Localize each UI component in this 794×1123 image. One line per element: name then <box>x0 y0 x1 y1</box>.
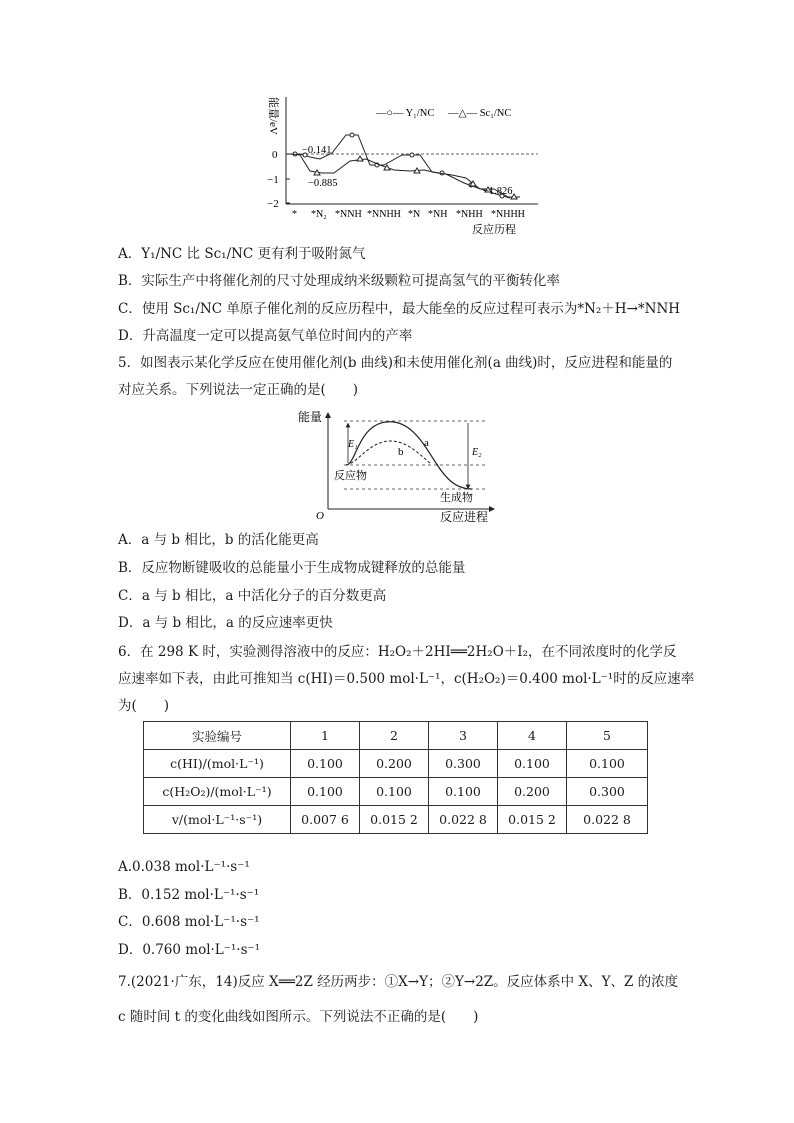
table-cell: 0.200 <box>498 778 567 806</box>
q7-stem-line1: 7.(2021·广东，14)反应 X══2Z 经历两步：①X→Y；②Y→2Z。反应体系中 X、Y、Z 的浓度 <box>118 974 679 990</box>
table-cell: 0.007 6 <box>291 806 360 834</box>
q6-option-a: A.0.038 mol·L⁻¹·s⁻¹ <box>118 859 250 875</box>
table-cell: 0.100 <box>291 750 360 778</box>
table-cell: c(H₂O₂)/(mol·L⁻¹) <box>144 778 291 806</box>
energy-profile-figure <box>262 93 542 239</box>
q4-option-c: C．使用 Sc₁/NC 单原子催化剂的反应历程中，最大能垒的反应过程可表示为*N₂＋H→*NNH <box>118 301 681 317</box>
fig1-xtick: *NH <box>428 209 448 220</box>
rate-data-table <box>143 721 648 834</box>
table-cell: 0.300 <box>567 778 648 806</box>
q6-stem-line1: 6．在 298 K 时，实验测得溶液中的反应：H₂O₂＋2HI══2H₂O＋I₂，在不同浓度时的化学反 <box>118 644 677 660</box>
q4-option-b: B．实际生产中将催化剂的尺寸处理成纳米级颗粒可提高氢气的平衡转化率 <box>118 273 560 289</box>
sc1nc-point <box>384 165 390 170</box>
fig1-annot-1826: −1.826 <box>483 186 513 197</box>
fig2-origin: O <box>316 510 324 522</box>
table-header-cell: 4 <box>498 722 567 750</box>
fig2-curve-b <box>346 441 430 465</box>
q5-option-c: C．a 与 b 相比，a 中活化分子的百分数更高 <box>118 588 387 604</box>
fig2-curve-b-label: b <box>398 446 404 458</box>
fig1-ytick-2: −2 <box>267 198 279 210</box>
table-row <box>144 750 648 778</box>
table-cell: 0.100 <box>291 778 360 806</box>
table-row <box>144 806 648 834</box>
table-cell: v/(mol·L⁻¹·s⁻¹) <box>144 806 291 834</box>
table-cell: c(HI)/(mol·L⁻¹) <box>144 750 291 778</box>
fig1-ytick-1: −1 <box>267 174 279 186</box>
fig1-xtick: * <box>292 209 297 220</box>
fig2-reactants-label: 反应物 <box>334 470 367 482</box>
fig2-products-label: 生成物 <box>440 492 473 504</box>
table-cell: 0.100 <box>498 750 567 778</box>
q6-option-b: B．0.152 mol·L⁻¹·s⁻¹ <box>118 887 260 903</box>
fig1-xtick: *N <box>408 209 421 220</box>
q5-option-b: B．反应物断键吸收的总能量小于生成物成键释放的总能量 <box>118 560 466 576</box>
table-header-row <box>144 722 648 750</box>
table-cell: 0.100 <box>429 778 498 806</box>
table-header-cell: 2 <box>360 722 429 750</box>
table-cell: 0.015 2 <box>498 806 567 834</box>
fig2-e1-label: E₁ <box>348 439 358 450</box>
fig2-curve-a-label: a <box>424 437 429 449</box>
fig2-e2-label: E₂ <box>472 447 482 458</box>
table-cell: 0.300 <box>429 750 498 778</box>
fig2-y-label: 能量 <box>298 410 323 424</box>
fig1-xtick: *N₂ <box>311 209 327 220</box>
fig2-x-label: 反应进程 <box>440 510 489 524</box>
fig1-x-label: 反应历程 <box>472 224 516 236</box>
fig1-y-label: 能量/eV <box>267 97 279 135</box>
sc1nc-point <box>357 156 363 161</box>
fig1-legend-y1nc: —○— Y₁/NC <box>376 108 435 119</box>
fig1-ytick-0: 0 <box>272 149 278 161</box>
q7-stem-line2: c 随时间 t 的变化曲线如图所示。下列说法不正确的是( ) <box>118 1009 479 1025</box>
table-header-cell: 5 <box>567 722 648 750</box>
q4-option-a: A．Y₁/NC 比 Sc₁/NC 更有利于吸附氮气 <box>118 246 366 262</box>
q5-option-d: D．a 与 b 相比，a 的反应速率更快 <box>118 615 333 631</box>
fig1-annot-0141: −0.141 <box>302 145 332 156</box>
table-header-cell: 实验编号 <box>144 722 291 750</box>
q6-stem-line2: 应速率如下表，由此可推知当 c(HI)＝0.500 mol·L⁻¹，c(H₂O₂)＝0.400 mol·L⁻¹时的反应速率 <box>118 671 695 687</box>
fig1-legend-sc1nc: —△— Sc₁/NC <box>448 108 512 119</box>
activation-energy-figure <box>296 405 502 525</box>
table-header-cell: 3 <box>429 722 498 750</box>
table-cell: 0.200 <box>360 750 429 778</box>
table-cell: 0.100 <box>360 778 429 806</box>
fig1-xtick: *NNH <box>335 209 362 220</box>
fig1-xtick: *NHH <box>456 209 483 220</box>
table-header-cell: 1 <box>291 722 360 750</box>
table-cell: 0.100 <box>567 750 648 778</box>
q6-option-c: C．0.608 mol·L⁻¹·s⁻¹ <box>118 914 260 930</box>
y1nc-point <box>350 133 354 137</box>
q5-stem-line1: 5．如图表示某化学反应在使用催化剂(b 曲线)和未使用催化剂(a 曲线)时，反应进程和能量的 <box>118 355 673 371</box>
q6-stem-line3: 为( ) <box>118 698 170 714</box>
table-cell: 0.022 8 <box>429 806 498 834</box>
fig1-xtick: *NNHH <box>367 209 401 220</box>
fig1-xtick: *NHHH <box>491 209 525 220</box>
table-cell: 0.015 2 <box>360 806 429 834</box>
y1nc-point <box>410 153 414 157</box>
q5-option-a: A．a 与 b 相比，b 的活化能更高 <box>118 532 319 548</box>
q4-option-d: D．升高温度一定可以提高氨气单位时间内的产率 <box>118 328 413 344</box>
table-row <box>144 778 648 806</box>
q5-stem-line2: 对应关系。下列说法一定正确的是( ) <box>118 382 359 398</box>
q6-option-d: D．0.760 mol·L⁻¹·s⁻¹ <box>118 942 261 958</box>
fig1-annot-0885: −0.885 <box>308 178 338 189</box>
table-cell: 0.022 8 <box>567 806 648 834</box>
